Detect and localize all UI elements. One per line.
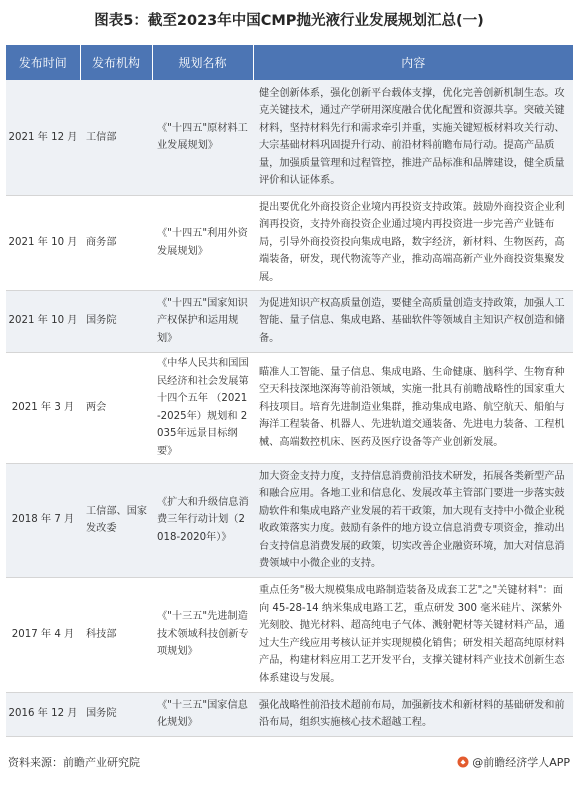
- policy-table: [6, 45, 573, 737]
- cell-org: 工信部: [80, 80, 152, 195]
- brand-credit: [457, 754, 570, 770]
- source-note: 资料来源：前瞻产业研究院: [8, 756, 140, 769]
- cell-plan-name: 《"十四五"国家知识产权保护和运用规划》: [152, 290, 253, 352]
- table-row: [6, 290, 573, 352]
- cell-org: 科技部: [80, 577, 152, 692]
- table-row: [6, 692, 573, 736]
- cell-date: 2021 年 10 月: [6, 195, 80, 290]
- cell-org: 国务院: [80, 290, 152, 352]
- cell-org: 商务部: [80, 195, 152, 290]
- header-name: 规划名称: [152, 45, 253, 80]
- cell-plan-name: 《中华人民共和国国民经济和社会发展第十四个五年 （2021-2025年）规划和 2035年远景目标纲要》: [152, 352, 253, 463]
- brand-logo-icon: [457, 756, 469, 768]
- cell-content: 为促进知识产权高质量创造，要健全高质量创造支持政策，加强人工智能、量子信息、集成电路、基础软件等领域自主知识产权创造和储备。: [253, 290, 573, 352]
- cell-date: 2016 年 12 月: [6, 692, 80, 736]
- brand-text: @前瞻经济学人APP: [472, 756, 570, 769]
- header-date: 发布时间: [6, 45, 80, 80]
- table-row: [6, 195, 573, 290]
- page-title: 图表5：截至2023年中国CMP抛光液行业发展规划汇总(一): [94, 13, 484, 29]
- header-content: 内容: [253, 45, 573, 80]
- cell-content: 健全创新体系，强化创新平台载体支撑，优化完善创新机制生态。攻克关键技术，通过产学研用深度融合优化配置和资源共享。突破关键材料，坚持材料先行和需求牵引并重，实施关键短板材料攻关行动、大宗基础材料巩固提升行动、前沿材料前瞻布局行动。提高产品质量，加强质量管理和过程管控，推进产品标准和品牌建设，健全质量评价和认证体系。: [253, 80, 573, 195]
- policy-table-container: [6, 45, 573, 742]
- table-row: [6, 463, 573, 577]
- cell-date: 2021 年 10 月: [6, 290, 80, 352]
- cell-plan-name: 《"十四五"利用外资发展规划》: [152, 195, 253, 290]
- table-row: [6, 352, 573, 463]
- cell-content: 加大资金支持力度，支持信息消费前沿技术研发，拓展各类新型产品和融合应用。各地工业和信息化、发展改革主管部门要进一步落实鼓励软件和集成电路产业发展的若干政策，加大现有支持中小微企业税收政策落实力度。鼓励有条件的地方设立信息消费专项资金，推动出台支持信息消费发展的政策，切实改善企业融资环境，加大对信息消费领域中小微企业的支持。: [253, 463, 573, 577]
- table-header-row: [6, 45, 573, 80]
- table-row: [6, 80, 573, 195]
- cell-date: 2017 年 4 月: [6, 577, 80, 692]
- cell-date: 2021 年 12 月: [6, 80, 80, 195]
- cell-plan-name: 《扩大和升级信息消费三年行动计划（2018-2020年）》: [152, 463, 253, 577]
- cell-plan-name: 《"十三五"先进制造技术领域科技创新专项规划》: [152, 577, 253, 692]
- cell-org: 两会: [80, 352, 152, 463]
- cell-plan-name: 《"十三五"国家信息化规划》: [152, 692, 253, 736]
- cell-org: 工信部、国家发改委: [80, 463, 152, 577]
- cell-content: 瞄准人工智能、量子信息、集成电路、生命健康、脑科学、生物育种空天科技深地深海等前沿领域，实施一批具有前瞻战略性的国家重大科技项目。培育先进制造业集群，推动集成电路、航空航天、船舶与海洋工程装备、机器人、先进轨道交通装备、先进电力装备、工程机械、高端数控机床、医药及医疗设备等产业创新发展。: [253, 352, 573, 463]
- cell-org: 国务院: [80, 692, 152, 736]
- cell-date: 2018 年 7 月: [6, 463, 80, 577]
- table-row: [6, 577, 573, 692]
- cell-content: 提出要优化外商投资企业境内再投资支持政策。鼓励外商投资企业利润再投资，支持外商投资企业通过境内再投资进一步完善产业链布局，引导外商投资投向集成电路，数字经济，新材料、生物医药，高端装备，研发，现代物流等产业，推动高端高新产业外商投资集聚发展。: [253, 195, 573, 290]
- cell-date: 2021 年 3 月: [6, 352, 80, 463]
- cell-content: 强化战略性前沿技术超前布局，加强新技术和新材料的基础研发和前沿布局，组织实施核心技术超越工程。: [253, 692, 573, 736]
- cell-content: 重点任务"极大规模集成电路制造装备及成套工艺"之"关键材料"：面向 45-28-14 纳米集成电路工艺，重点研发 300 毫米硅片、深紫外光刻胶、抛光材料、超高纯电子气体、溅射靶材等关键材料产品，通过大生产线应用考核认证并实现规模化销售；研发相关超高纯原材料产品，构建材料应用工艺开发平台，支撑关键材料产业技术创新生态体系建设与发展。: [253, 577, 573, 692]
- header-org: 发布机构: [80, 45, 152, 80]
- cell-plan-name: 《"十四五"原材料工业发展规划》: [152, 80, 253, 195]
